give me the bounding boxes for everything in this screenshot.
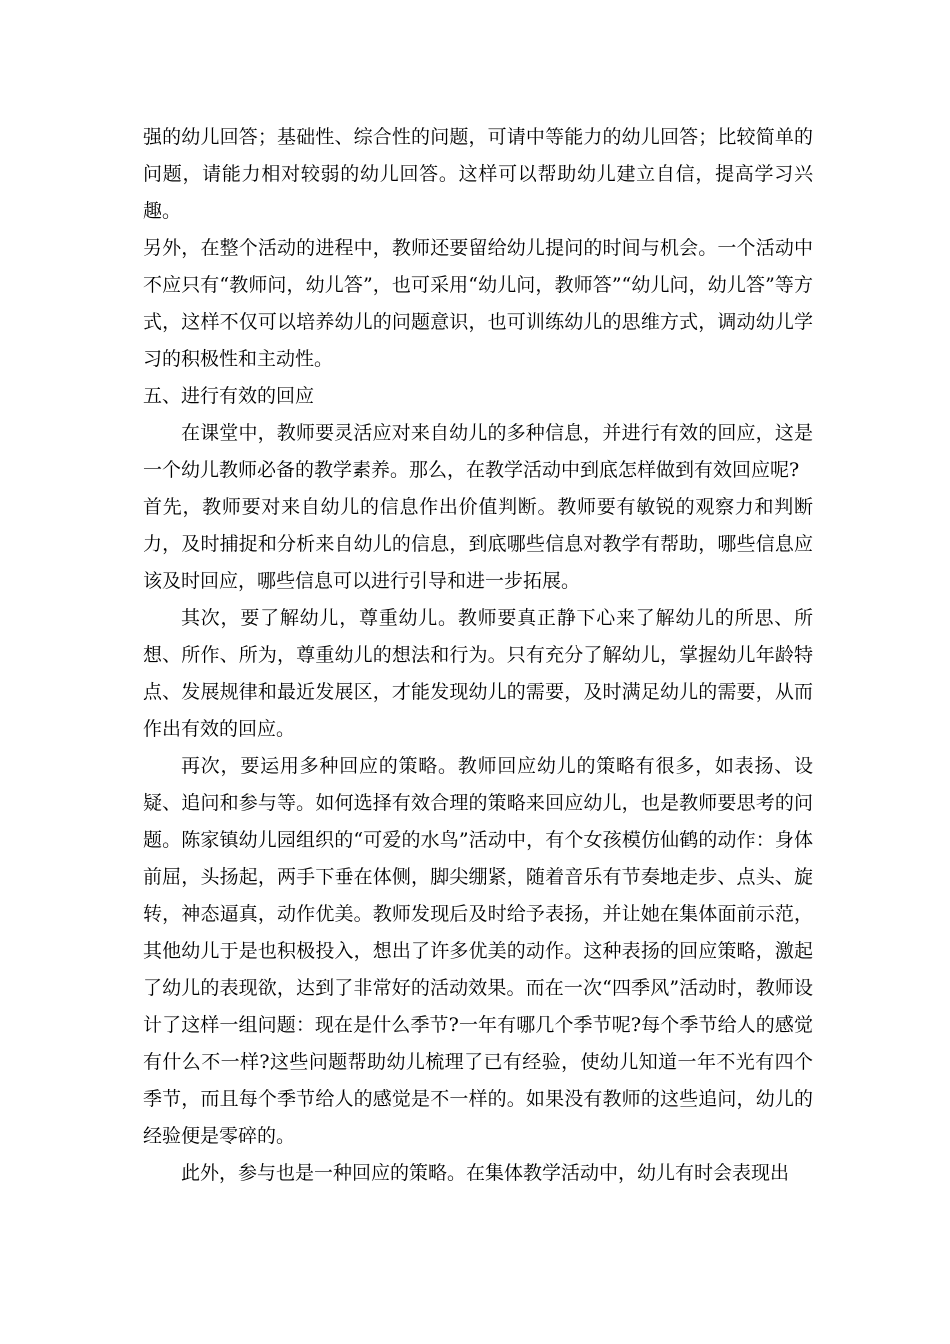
document-body [143, 119, 813, 1192]
paragraph-4: 首先，教师要对来自幼儿的信息作出价值判断。教师要有敏锐的观察力和判断力，及时捕捉和分析来自幼儿的信息，到底哪些信息对教学有帮助，哪些信息应该及时回应，哪些信息可以进行引导和进一步拓展。 [143, 496, 813, 592]
paragraph-3: 在课堂中，教师要灵活应对来自幼儿的多种信息，并进行有效的回应，这是一个幼儿教师必备的教学素养。那么，在教学活动中到底怎样做到有效回应呢? [143, 422, 813, 481]
paragraph-2: 另外，在整个活动的进程中，教师还要留给幼儿提问的时间与机会。一个活动中不应只有“教师问，幼儿答”，也可采用“幼儿问，教师答”“幼儿问，幼儿答”等方式，这样不仅可以培养幼儿的问题意识，也可训练幼儿的思维方式，调动幼儿学习的积极性和主动性。 [143, 237, 813, 370]
section-heading: 五、进行有效的回应 [143, 385, 315, 407]
paragraph-6: 再次，要运用多种回应的策略。教师回应幼儿的策略有很多，如表扬、设疑、追问和参与等。如何选择有效合理的策略来回应幼儿，也是教师要思考的问题。陈家镇幼儿园组织的“可爱的水鸟”活动中，有个女孩模仿仙鹤的动作：身体前屈，头扬起，两手下垂在体侧，脚尖绷紧，随着音乐有节奏地走步、点头、旋转，神态逼真，动作优美。教师发现后及时给予表扬，并让她在集体面前示范，其他幼儿于是也积极投入，想出了许多优美的动作。这种表扬的回应策略，激起了幼儿的表现欲，达到了非常好的活动效果。而在一次“四季风”活动时，教师设计了这样一组问题：现在是什么季节?一年有哪几个季节呢?每个季节给人的感觉有什么不一样?这些问题帮助幼儿梳理了已有经验，使幼儿知道一年不光有四个季节，而且每个季节给人的感觉是不一样的。如果没有教师的这些追问，幼儿的经验便是零碎的。 [143, 755, 813, 1147]
paragraph-5: 其次，要了解幼儿，尊重幼儿。教师要真正静下心来了解幼儿的所思、所想、所作、所为，尊重幼儿的想法和行为。只有充分了解幼儿，掌握幼儿年龄特点、发展规律和最近发展区，才能发现幼儿的需要，及时满足幼儿的需要，从而作出有效的回应。 [143, 607, 813, 740]
paragraph-7: 此外，参与也是一种回应的策略。在集体教学活动中，幼儿有时会表现出 [181, 1162, 790, 1184]
paragraph-1: 强的幼儿回答；基础性、综合性的问题，可请中等能力的幼儿回答；比较简单的问题，请能力相对较弱的幼儿回答。这样可以帮助幼儿建立自信，提高学习兴趣。 [143, 126, 813, 222]
